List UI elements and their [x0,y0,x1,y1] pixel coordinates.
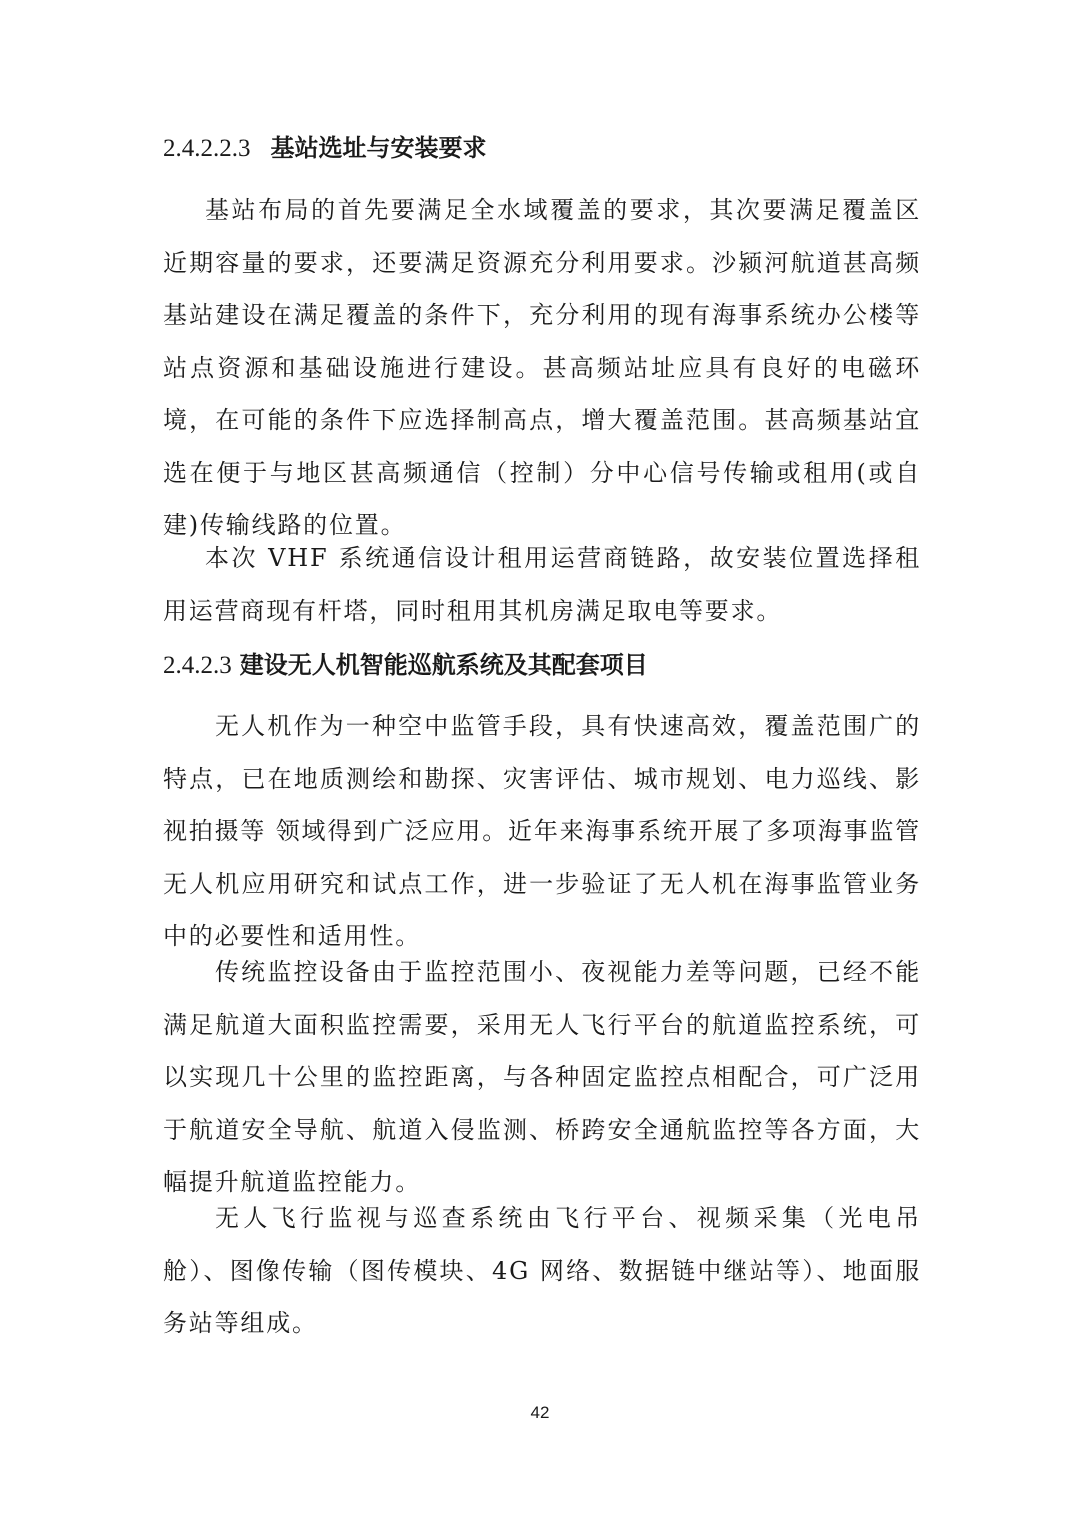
body-paragraph: 传统监控设备由于监控范围小、夜视能力差等问题，已经不能满足航道大面积监控需要，采用无人飞行平台的航道监控系统，可以实现几十公里的监控距离，与各种固定监控点相配合，可广泛用于航道安全导航、航道入侵监测、桥跨安全通航监控等各方面，大幅提升航道监控能力。 [163,958,921,1196]
body-paragraph: 无人机作为一种空中监管手段，具有快速高效，覆盖范围广的特点，已在地质测绘和勘探、灾害评估、城市规划、电力巡线、影视拍摄等 领域得到广泛应用。近年来海事系统开展了多项海事监管无人机应用研究和试点工作，进一步验证了无人机在海事监管业务中的必要性和适用性。 [163,712,921,950]
section-title: 基站选址与安装要求 [270,134,487,162]
section-heading-2-4-2-3 [163,650,648,681]
body-paragraph: 基站布局的首先要满足全水域覆盖的要求，其次要满足覆盖区近期容量的要求，还要满足资源充分利用要求。沙颍河航道甚高频基站建设在满足覆盖的条件下，充分利用的现有海事系统办公楼等站点资源和基础设施进行建设。甚高频站址应具有良好的电磁环境，在可能的条件下应选择制高点，增大覆盖范围。甚高频基站宜选在便于与地区甚高频通信（控制）分中心信号传输或租用(或自建)传输线路的位置。 [163,196,921,539]
body-paragraph: 无人飞行监视与巡查系统由飞行平台、视频采集（光电吊舱）、图像传输（图传模块、4G 网络、数据链中继站等）、地面服务站等组成。 [163,1204,921,1337]
section-number: 2.4.2.2.3 [163,135,251,162]
section-heading-2-4-2-2-3 [163,133,487,164]
body-paragraph: 本次 VHF 系统通信设计租用运营商链路，故安装位置选择租用运营商现有杆塔，同时租用其机房满足取电等要求。 [163,544,921,625]
section-number: 2.4.2.3 [163,652,232,679]
page-number: 42 [530,1403,550,1422]
section-title: 建设无人机智能巡航系统及其配套项目 [239,651,648,679]
